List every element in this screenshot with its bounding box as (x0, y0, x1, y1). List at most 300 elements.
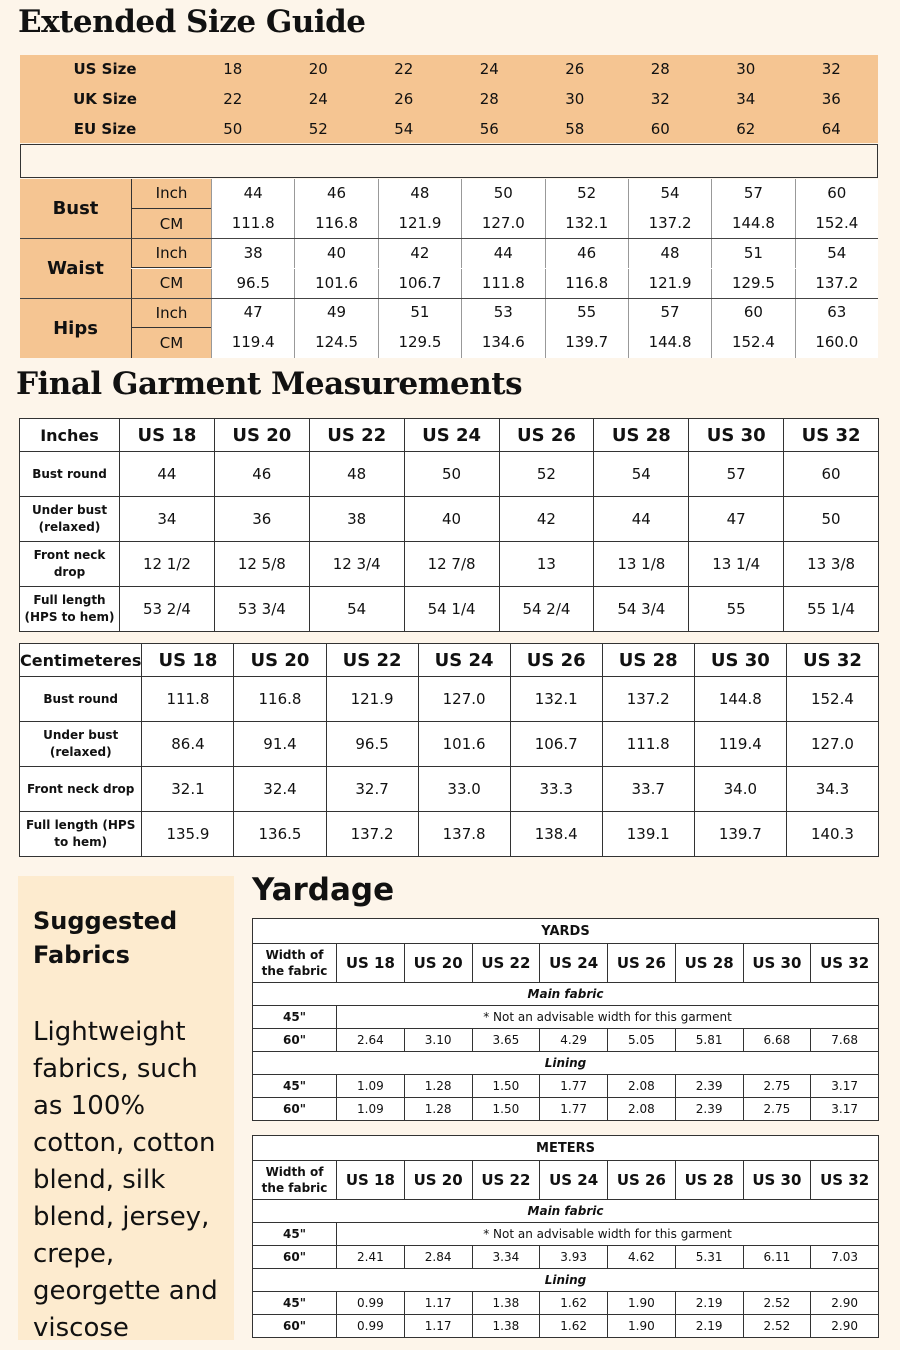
size-header: US 22 (472, 944, 540, 983)
size-value: 50 (223, 120, 243, 138)
size-header: US 20 (214, 419, 309, 452)
inch-value: 53 (461, 298, 544, 328)
inch-value: 51 (711, 239, 794, 269)
row-label: Full length (HPS to hem) (20, 812, 142, 857)
size-value: 30 (736, 60, 756, 78)
measurement-value: 13 1/4 (689, 542, 784, 587)
measurement-value: 55 1/4 (784, 587, 879, 632)
unit-header: Inches (20, 419, 120, 452)
table-row (20, 542, 879, 587)
measurement-value: 137.2 (326, 812, 418, 857)
yardage-value: 7.03 (811, 1246, 879, 1269)
cm-value: 119.4 (211, 328, 294, 358)
size-header: US 32 (811, 1161, 879, 1200)
cm-value: 111.8 (211, 209, 294, 239)
size-header: US 18 (142, 644, 234, 677)
cm-value: 116.8 (545, 269, 628, 299)
yardage-value: 2.75 (743, 1098, 811, 1121)
table-header-row (20, 419, 879, 452)
measurement-value: 46 (214, 452, 309, 497)
inch-value: 63 (795, 298, 878, 328)
cm-value: 144.8 (711, 209, 794, 239)
size-header: US 18 (337, 944, 405, 983)
cm-value: 132.1 (545, 209, 628, 239)
size-header: US 18 (337, 1161, 405, 1200)
measurement-value: 13 (499, 542, 594, 587)
measurement-value: 12 5/8 (214, 542, 309, 587)
size-value: 36 (821, 90, 841, 108)
measurement-value: 139.7 (694, 812, 786, 857)
main-fabric-label: Main fabric (253, 983, 879, 1006)
size-value: 32 (650, 90, 670, 108)
measurement-value: 96.5 (326, 722, 418, 767)
measurement-name: Waist (20, 239, 131, 299)
yardage-value: 4.29 (540, 1029, 608, 1052)
table-row (20, 497, 879, 542)
size-value: 24 (479, 60, 499, 78)
width-label: 60" (253, 1315, 337, 1338)
inch-value: 46 (545, 239, 628, 269)
yardage-title: Yardage (252, 872, 395, 908)
measurement-value: 54 2/4 (499, 587, 594, 632)
table-header-row (20, 644, 879, 677)
size-conversion-row (20, 84, 878, 114)
size-value: 26 (565, 60, 585, 78)
unit-label-inch: Inch (131, 298, 211, 328)
cm-values-row (211, 328, 878, 358)
inch-value: 47 (211, 298, 294, 328)
cm-value: 160.0 (795, 328, 878, 358)
measurement-value: 57 (689, 452, 784, 497)
size-header: US 22 (326, 644, 418, 677)
measurement-value: 132.1 (510, 677, 602, 722)
inch-values-row (211, 298, 878, 328)
cm-value: 144.8 (628, 328, 711, 358)
yardage-value: 7.68 (811, 1029, 879, 1052)
yardage-value: 2.75 (743, 1075, 811, 1098)
size-value: 30 (565, 90, 585, 108)
size-header: US 26 (608, 1161, 676, 1200)
yardage-value: 0.99 (337, 1292, 405, 1315)
measurement-name: Bust (20, 179, 131, 239)
size-header: US 28 (602, 644, 694, 677)
size-value: 34 (736, 90, 756, 108)
row-label: Under bust (relaxed) (20, 497, 120, 542)
width-label: 45" (253, 1006, 337, 1029)
measurement-value: 13 3/8 (784, 542, 879, 587)
yardage-value: 1.38 (472, 1315, 540, 1338)
yardage-value: 1.09 (337, 1098, 405, 1121)
size-header: US 30 (689, 419, 784, 452)
measurement-value: 32.7 (326, 767, 418, 812)
yardage-value: 1.50 (472, 1098, 540, 1121)
lining-45-row (253, 1075, 879, 1098)
yardage-value: 3.65 (472, 1029, 540, 1052)
yardage-value: 2.52 (743, 1292, 811, 1315)
inch-value: 38 (211, 239, 294, 269)
measurement-value: 119.4 (694, 722, 786, 767)
subheader-row (253, 1052, 879, 1075)
main-60-row (253, 1029, 879, 1052)
subheader-row (253, 983, 879, 1006)
measurement-value: 12 1/2 (120, 542, 215, 587)
extended-size-guide-title: Extended Size Guide (18, 4, 366, 40)
inch-value: 42 (378, 239, 461, 269)
size-header: US 24 (540, 1161, 608, 1200)
unit-label-cm: CM (131, 269, 211, 299)
size-value: 52 (308, 120, 328, 138)
divider-box (20, 144, 878, 178)
size-header: US 20 (404, 1161, 472, 1200)
measurement-value: 34.0 (694, 767, 786, 812)
measurement-value: 152.4 (786, 677, 878, 722)
size-header: US 20 (404, 944, 472, 983)
measurement-value: 116.8 (234, 677, 326, 722)
inch-values-row (211, 179, 878, 209)
measurement-value: 33.3 (510, 767, 602, 812)
inch-value: 51 (378, 298, 461, 328)
size-header: US 28 (675, 944, 743, 983)
row-label: Front neck drop (20, 767, 142, 812)
main-60-row (253, 1246, 879, 1269)
inch-value: 54 (628, 179, 711, 209)
yardage-value: 2.64 (337, 1029, 405, 1052)
inch-value: 48 (378, 179, 461, 209)
size-header: US 22 (309, 419, 404, 452)
not-advisable-note: * Not an advisable width for this garment (337, 1006, 879, 1029)
lining-60-row (253, 1098, 879, 1121)
size-header: US 24 (540, 944, 608, 983)
measurement-value: 12 3/4 (309, 542, 404, 587)
inch-value: 57 (711, 179, 794, 209)
measurement-value: 50 (404, 452, 499, 497)
main-45-row (253, 1223, 879, 1246)
inch-value: 48 (628, 239, 711, 269)
size-value: 26 (394, 90, 414, 108)
suggested-fabrics-title: Suggested Fabrics (33, 907, 178, 969)
cm-value: 129.5 (711, 269, 794, 299)
inch-value: 60 (795, 179, 878, 209)
size-conversion-row (20, 114, 878, 144)
final-garment-inches-table (19, 418, 879, 632)
size-header-row (253, 944, 879, 983)
size-header: US 32 (784, 419, 879, 452)
yardage-value: 1.38 (472, 1292, 540, 1315)
size-header: US 30 (743, 944, 811, 983)
size-header: US 24 (404, 419, 499, 452)
unit-label-cm: CM (131, 328, 211, 358)
yardage-value: 2.90 (811, 1292, 879, 1315)
yardage-value: 5.81 (675, 1029, 743, 1052)
lining-60-row (253, 1315, 879, 1338)
measurement-value: 101.6 (418, 722, 510, 767)
size-header: US 20 (234, 644, 326, 677)
row-label: Front neck drop (20, 542, 120, 587)
size-header: US 26 (499, 419, 594, 452)
measurement-value: 52 (499, 452, 594, 497)
size-value: 20 (308, 60, 328, 78)
unit-label-cm: CM (131, 209, 211, 239)
yardage-value: 1.17 (404, 1315, 472, 1338)
row-label: Bust round (20, 452, 120, 497)
inch-value: 52 (545, 179, 628, 209)
measurement-value: 12 7/8 (404, 542, 499, 587)
yardage-value: 1.90 (608, 1292, 676, 1315)
measurement-value: 139.1 (602, 812, 694, 857)
cm-values-row (211, 209, 878, 239)
yardage-value: 4.62 (608, 1246, 676, 1269)
cm-values-row (211, 269, 878, 299)
body-measurement-group (20, 239, 878, 299)
cm-value: 121.9 (378, 209, 461, 239)
size-system-label: EU Size (73, 120, 137, 138)
row-label: Full length (HPS to hem) (20, 587, 120, 632)
measurement-value: 36 (214, 497, 309, 542)
yardage-value: 2.08 (608, 1075, 676, 1098)
lining-45-row (253, 1292, 879, 1315)
size-system-label: UK Size (73, 90, 137, 108)
cm-value: 111.8 (461, 269, 544, 299)
measurement-value: 137.2 (602, 677, 694, 722)
yardage-value: 1.09 (337, 1075, 405, 1098)
inch-value: 49 (294, 298, 377, 328)
yardage-value: 0.99 (337, 1315, 405, 1338)
cm-value: 101.6 (294, 269, 377, 299)
measurement-value: 137.8 (418, 812, 510, 857)
size-value: 54 (394, 120, 414, 138)
measurement-value: 121.9 (326, 677, 418, 722)
final-garment-title: Final Garment Measurements (16, 366, 523, 402)
measurement-value: 32.4 (234, 767, 326, 812)
main-45-row (253, 1006, 879, 1029)
yardage-value: 2.19 (675, 1315, 743, 1338)
inch-value: 44 (461, 239, 544, 269)
measurement-value: 54 3/4 (594, 587, 689, 632)
cm-value: 139.7 (545, 328, 628, 358)
width-label: 60" (253, 1029, 337, 1052)
size-value: 22 (223, 90, 243, 108)
cm-value: 106.7 (378, 269, 461, 299)
cm-value: 134.6 (461, 328, 544, 358)
inch-value: 60 (711, 298, 794, 328)
row-label: Bust round (20, 677, 142, 722)
measurement-value: 144.8 (694, 677, 786, 722)
cm-value: 116.8 (294, 209, 377, 239)
yardage-value: 3.93 (540, 1246, 608, 1269)
cm-value: 124.5 (294, 328, 377, 358)
inch-value: 55 (545, 298, 628, 328)
inch-value: 50 (461, 179, 544, 209)
inch-value: 44 (211, 179, 294, 209)
width-label: 60" (253, 1246, 337, 1269)
cm-value: 96.5 (211, 269, 294, 299)
cm-value: 152.4 (711, 328, 794, 358)
size-value: 24 (308, 90, 328, 108)
measurement-value: 40 (404, 497, 499, 542)
size-value: 60 (650, 120, 670, 138)
cm-value: 121.9 (628, 269, 711, 299)
body-measurement-group (20, 298, 878, 358)
size-value: 56 (479, 120, 499, 138)
subheader-row (253, 1269, 879, 1292)
size-header-row (253, 1161, 879, 1200)
measurement-name: Hips (20, 298, 131, 358)
measurement-value: 60 (784, 452, 879, 497)
width-label: 45" (253, 1075, 337, 1098)
measurement-value: 111.8 (142, 677, 234, 722)
yardage-value: 1.62 (540, 1315, 608, 1338)
row-label: Under bust (relaxed) (20, 722, 142, 767)
table-row (20, 587, 879, 632)
size-value: 28 (650, 60, 670, 78)
main-fabric-label: Main fabric (253, 1200, 879, 1223)
subheader-row (253, 1200, 879, 1223)
yardage-value: 6.11 (743, 1246, 811, 1269)
suggested-fabrics-panel (18, 876, 234, 1343)
inch-values-row (211, 239, 878, 269)
measurement-value: 91.4 (234, 722, 326, 767)
measurement-value: 140.3 (786, 812, 878, 857)
cm-value: 129.5 (378, 328, 461, 358)
size-value: 32 (821, 60, 841, 78)
size-value: 64 (821, 120, 841, 138)
yardage-value: 2.39 (675, 1098, 743, 1121)
measurement-value: 54 (309, 587, 404, 632)
not-advisable-note: * Not an advisable width for this garment (337, 1223, 879, 1246)
unit-label-inch: Inch (131, 179, 211, 209)
cm-value: 137.2 (795, 269, 878, 299)
yardage-value: 1.77 (540, 1098, 608, 1121)
measurement-value: 44 (594, 497, 689, 542)
size-value: 58 (565, 120, 585, 138)
size-header: US 32 (786, 644, 878, 677)
table-row (20, 812, 879, 857)
measurement-value: 32.1 (142, 767, 234, 812)
suggested-fabrics-text: Lightweight fabrics, such as 100% cotton, cotton blend, silk blend, jersey, crepe, georgette and viscose (33, 1017, 218, 1343)
size-header: US 26 (608, 944, 676, 983)
size-conversion-header (20, 55, 878, 143)
yardage-value: 2.08 (608, 1098, 676, 1121)
inch-value: 40 (294, 239, 377, 269)
measurement-value: 33.0 (418, 767, 510, 812)
inch-value: 54 (795, 239, 878, 269)
measurement-value: 138.4 (510, 812, 602, 857)
yardage-value: 6.68 (743, 1029, 811, 1052)
body-measurements-table (20, 179, 878, 358)
yardage-value: 3.34 (472, 1246, 540, 1269)
yardage-meters-table (252, 1135, 879, 1338)
caption-row (253, 1136, 879, 1161)
inch-value: 46 (294, 179, 377, 209)
yardage-value: 1.77 (540, 1075, 608, 1098)
yardage-value: 2.84 (404, 1246, 472, 1269)
measurement-value: 42 (499, 497, 594, 542)
size-header: US 22 (472, 1161, 540, 1200)
size-header: US 26 (510, 644, 602, 677)
measurement-value: 34.3 (786, 767, 878, 812)
measurement-value: 53 2/4 (120, 587, 215, 632)
measurement-value: 48 (309, 452, 404, 497)
table-row (20, 767, 879, 812)
caption-row (253, 919, 879, 944)
unit-caption: METERS (253, 1136, 879, 1161)
size-header: US 30 (694, 644, 786, 677)
yardage-value: 5.05 (608, 1029, 676, 1052)
cm-value: 152.4 (795, 209, 878, 239)
measurement-value: 55 (689, 587, 784, 632)
yardage-value: 2.90 (811, 1315, 879, 1338)
table-row (20, 677, 879, 722)
measurement-value: 111.8 (602, 722, 694, 767)
yardage-value: 3.17 (811, 1075, 879, 1098)
measurement-value: 38 (309, 497, 404, 542)
size-header: US 30 (743, 1161, 811, 1200)
table-row (20, 722, 879, 767)
size-header: US 18 (120, 419, 215, 452)
unit-label-inch: Inch (131, 239, 211, 269)
measurement-value: 86.4 (142, 722, 234, 767)
size-conversion-row (20, 54, 878, 84)
width-header: Width of the fabric (253, 944, 337, 983)
yardage-value: 1.50 (472, 1075, 540, 1098)
size-value: 28 (479, 90, 499, 108)
measurement-value: 34 (120, 497, 215, 542)
lining-label: Lining (253, 1269, 879, 1292)
width-label: 45" (253, 1223, 337, 1246)
yardage-value: 2.52 (743, 1315, 811, 1338)
yardage-value: 1.17 (404, 1292, 472, 1315)
measurement-value: 50 (784, 497, 879, 542)
yardage-value: 5.31 (675, 1246, 743, 1269)
size-header: US 24 (418, 644, 510, 677)
yardage-value: 1.28 (404, 1098, 472, 1121)
size-header: US 28 (594, 419, 689, 452)
yardage-value: 2.41 (337, 1246, 405, 1269)
measurement-value: 33.7 (602, 767, 694, 812)
final-garment-cm-table (19, 643, 879, 857)
measurement-value: 106.7 (510, 722, 602, 767)
yardage-value: 3.10 (404, 1029, 472, 1052)
table-row (20, 452, 879, 497)
size-value: 62 (736, 120, 756, 138)
size-value: 18 (223, 60, 243, 78)
measurement-value: 135.9 (142, 812, 234, 857)
cm-value: 127.0 (461, 209, 544, 239)
yardage-value: 2.39 (675, 1075, 743, 1098)
size-header: US 32 (811, 944, 879, 983)
yardage-value: 1.90 (608, 1315, 676, 1338)
measurement-value: 13 1/8 (594, 542, 689, 587)
measurement-value: 127.0 (418, 677, 510, 722)
yardage-value: 3.17 (811, 1098, 879, 1121)
yardage-yards-table (252, 918, 879, 1121)
size-system-label: US Size (73, 60, 137, 78)
measurement-value: 136.5 (234, 812, 326, 857)
group-divider (20, 298, 878, 299)
width-label: 45" (253, 1292, 337, 1315)
measurement-value: 54 (594, 452, 689, 497)
cm-value: 137.2 (628, 209, 711, 239)
measurement-value: 54 1/4 (404, 587, 499, 632)
measurement-value: 47 (689, 497, 784, 542)
measurement-value: 53 3/4 (214, 587, 309, 632)
yardage-value: 2.19 (675, 1292, 743, 1315)
inch-value: 57 (628, 298, 711, 328)
width-header: Width of the fabric (253, 1161, 337, 1200)
group-divider (20, 238, 878, 239)
measurement-value: 44 (120, 452, 215, 497)
yardage-value: 1.28 (404, 1075, 472, 1098)
